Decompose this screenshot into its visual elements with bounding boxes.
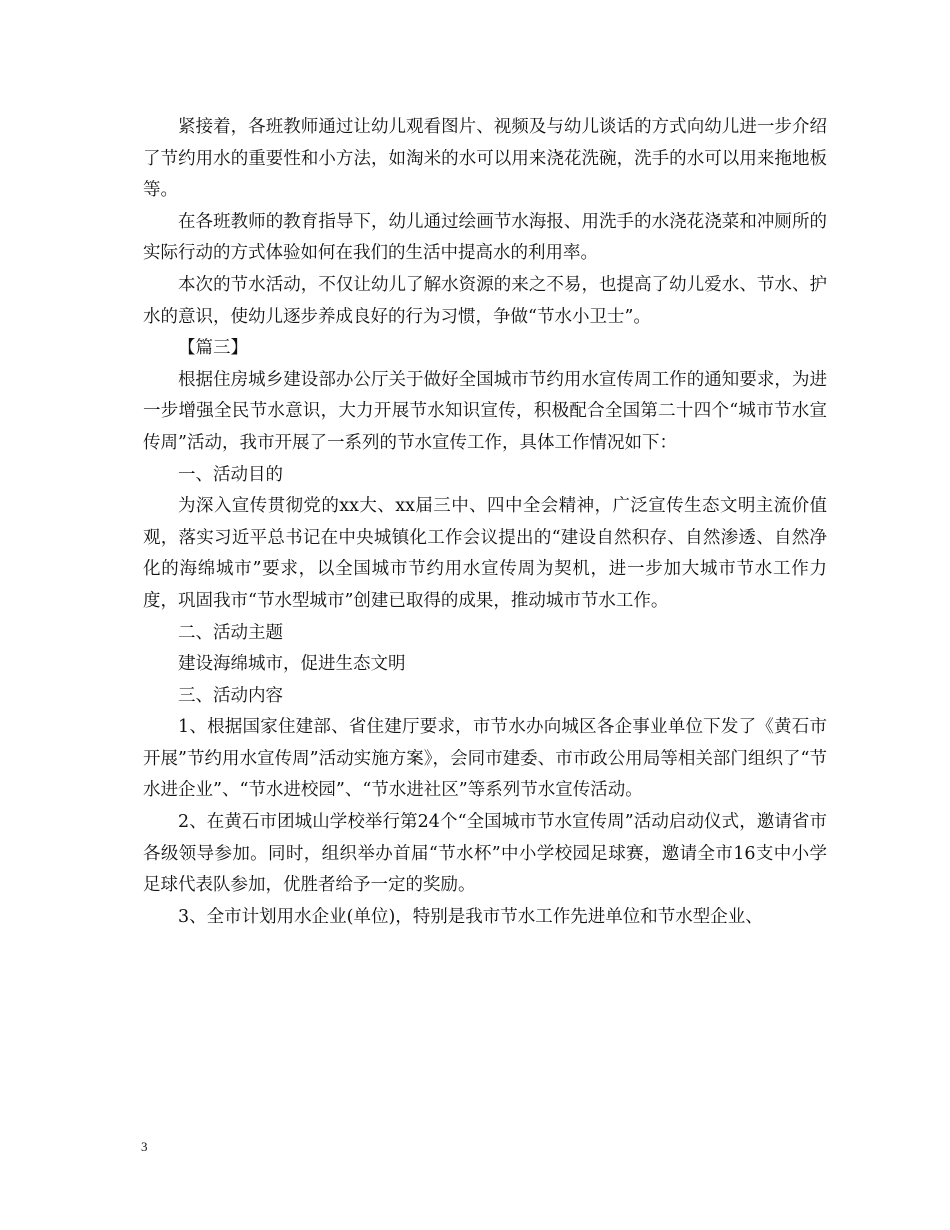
paragraph-content-item-1: 1、根据国家住建部、省住建厅要求，市节水办向城区各企事业单位下发了《黄石市开展”节约用水宣传周”活动实施方案》，会同市建委、市市政公用局等相关部门组织了“节水进企业”、“节水进校园”、“节水进社区”等系列节水宣传活动。 xyxy=(143,717,827,801)
heading-activity-purpose: 一、活动目的 xyxy=(178,464,283,485)
paragraph-content-item-2: 2、在黄石市团城山学校举行第24个“全国城市节水宣传周”活动启动仪式，邀请省市各级领导参加。同时，组织举办首届“节水杯”中小学校园足球赛，邀请全市16支中小学足球代表队参加，优胜者给予一定的奖励。 xyxy=(143,812,827,896)
paragraph-activity-theme: 建设海绵城市，促进生态文明 xyxy=(178,654,406,675)
paragraph-content-item-3: 3、全市计划用水企业(单位)，特别是我市节水工作先进单位和节水型企业、 xyxy=(178,906,763,927)
paragraph-activity-purpose: 为深入宣传贯彻党的xx大、xx届三中、四中全会精神，广泛宣传生态文明主流价值观，落实习近平总书记在中央城镇化工作会议提出的“建设自然积存、自然渗透、自然净化的海绵城市”要求，以全国城市节约用水宣传周为契机，进一步加大城市节水工作力度，巩固我市“节水型城市”创建已取得的成果，推动城市节水工作。 xyxy=(143,496,827,611)
heading-activity-content: 三、活动内容 xyxy=(178,685,283,706)
page-number: 3 xyxy=(141,1139,148,1154)
section-heading-part-three: 【篇三】 xyxy=(178,338,248,359)
heading-activity-theme: 二、活动主题 xyxy=(178,622,283,643)
paragraph-notice-background: 根据住房城乡建设部办公厅关于做好全国城市节约用水宣传周工作的通知要求，为进一步增强全民节水意识，大力开展节水知识宣传，积极配合全国第二十四个“城市节水宣传周”活动，我市开展了一系列的节水宣传工作，具体工作情况如下： xyxy=(143,369,827,453)
paragraph-children-activities: 在各班教师的教育指导下，幼儿通过绘画节水海报、用洗手的水浇花浇菜和冲厕所的实际行动的方式体验如何在我们的生活中提高水的利用率。 xyxy=(143,211,827,264)
document-body xyxy=(143,112,827,933)
paragraph-water-saving-methods: 紧接着，各班教师通过让幼儿观看图片、视频及与幼儿谈话的方式向幼儿进一步介绍了节约用水的重要性和小方法，如淘米的水可以用来浇花洗碗，洗手的水可以用来拖地板等。 xyxy=(143,117,827,201)
paragraph-activity-summary: 本次的节水活动，不仅让幼儿了解水资源的来之不易，也提高了幼儿爱水、节水、护水的意识，使幼儿逐步养成良好的行为习惯，争做“节水小卫士”。 xyxy=(143,274,827,327)
